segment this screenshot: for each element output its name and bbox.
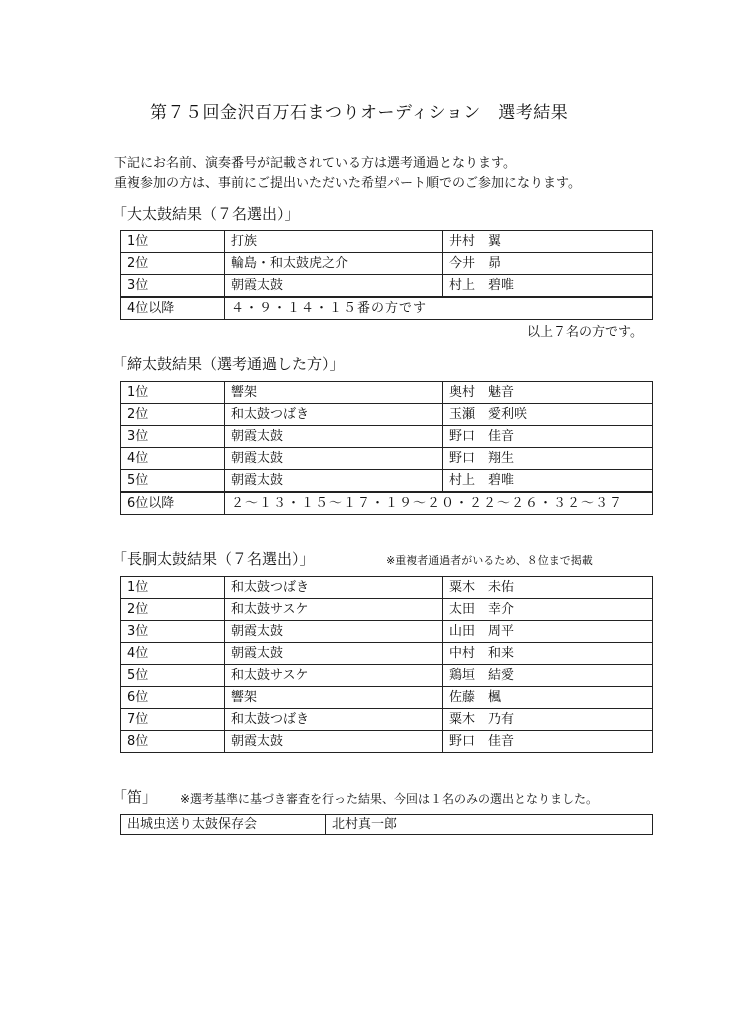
rank-cell: 4位 [121,643,225,665]
odaiko-heading: 「大太鼓結果（７名選出）」 [112,205,300,223]
shime-results-table [120,381,653,515]
group-cell: 朝霞太鼓 [225,275,443,298]
name-cell: 粟木 未佑 [443,577,653,599]
fue-note: ※選考基準に基づき審査を行った結果、今回は１名のみの選出となりました。 [180,792,599,806]
name-cell: 玉瀬 愛利咲 [443,404,653,426]
table-row [121,448,653,470]
rank-cell: 3位 [121,426,225,448]
name-cell: 中村 和来 [443,643,653,665]
group-cell: 朝霞太鼓 [225,731,443,753]
numbers-cell: ４・９・１４・１５番の方です [225,297,653,320]
rank-cell: 2位 [121,253,225,275]
name-cell: 村上 碧唯 [443,470,653,493]
table-row [121,665,653,687]
nagado-results-table [120,576,653,753]
rank-cell: 1位 [121,382,225,404]
rank-cell: 2位 [121,404,225,426]
odaiko-results-table [120,230,653,320]
name-cell: 野口 佳音 [443,731,653,753]
nagado-heading: 「長胴太鼓結果（７名選出）」 [112,550,315,568]
name-cell: 粟木 乃有 [443,709,653,731]
table-row [121,492,653,515]
name-cell: 北村真一郎 [326,815,653,835]
group-cell: 出城虫送り太鼓保存会 [121,815,326,835]
nagado-note: ※重複者通過者がいるため、８位まで掲載 [386,554,593,567]
table-row [121,253,653,275]
table-row [121,404,653,426]
rank-cell: 3位 [121,621,225,643]
group-cell: 朝霞太鼓 [225,448,443,470]
name-cell: 村上 碧唯 [443,275,653,298]
rank-cell: 5位 [121,665,225,687]
name-cell: 山田 周平 [443,621,653,643]
name-cell: 今井 昴 [443,253,653,275]
fue-heading: 「笛」 [112,788,158,806]
group-cell: 和太鼓つばき [225,404,443,426]
name-cell: 野口 翔生 [443,448,653,470]
table-row [121,577,653,599]
table-row [121,815,653,835]
name-cell: 鶏垣 結愛 [443,665,653,687]
name-cell: 佐藤 楓 [443,687,653,709]
group-cell: 響架 [225,687,443,709]
table-row [121,426,653,448]
page-title: 第７５回金沢百万石まつりオーディション 選考結果 [150,103,569,123]
table-row [121,709,653,731]
table-row [121,687,653,709]
table-row [121,231,653,253]
group-cell: 和太鼓サスケ [225,599,443,621]
name-cell: 奥村 魅音 [443,382,653,404]
rank-cell: 6位以降 [121,492,225,515]
rank-cell: 8位 [121,731,225,753]
rank-cell: 1位 [121,231,225,253]
table-row [121,621,653,643]
group-cell: 和太鼓つばき [225,577,443,599]
rank-cell: 2位 [121,599,225,621]
group-cell: 朝霞太鼓 [225,426,443,448]
table-row [121,599,653,621]
table-row [121,470,653,493]
table-row [121,297,653,320]
group-cell: 和太鼓つばき [225,709,443,731]
fue-results-table [120,814,653,835]
table-row [121,731,653,753]
group-cell: 朝霞太鼓 [225,643,443,665]
group-cell: 和太鼓サスケ [225,665,443,687]
group-cell: 朝霞太鼓 [225,621,443,643]
shime-heading: 「締太鼓結果（選考通過した方）」 [112,355,345,373]
name-cell: 井村 翼 [443,231,653,253]
rank-cell: 6位 [121,687,225,709]
intro-line-1: 下記にお名前、演奏番号が記載されている方は選考通過となります。 [114,156,516,171]
rank-cell: 7位 [121,709,225,731]
rank-cell: 1位 [121,577,225,599]
group-cell: 打族 [225,231,443,253]
odaiko-footnote: 以上７名の方です。 [527,325,643,340]
table-row [121,643,653,665]
name-cell: 太田 幸介 [443,599,653,621]
table-row [121,382,653,404]
group-cell: 朝霞太鼓 [225,470,443,493]
group-cell: 響架 [225,382,443,404]
rank-cell: 4位 [121,448,225,470]
rank-cell: 5位 [121,470,225,493]
numbers-cell: ２～１３・１５～１７・１９～２０・２２～２６・３２～３７ [225,492,653,515]
rank-cell: 3位 [121,275,225,298]
table-row [121,275,653,298]
rank-cell: 4位以降 [121,297,225,320]
name-cell: 野口 佳音 [443,426,653,448]
intro-line-2: 重複参加の方は、事前にご提出いただいた希望パート順でのご参加になります。 [114,176,581,191]
group-cell: 輪島・和太鼓虎之介 [225,253,443,275]
